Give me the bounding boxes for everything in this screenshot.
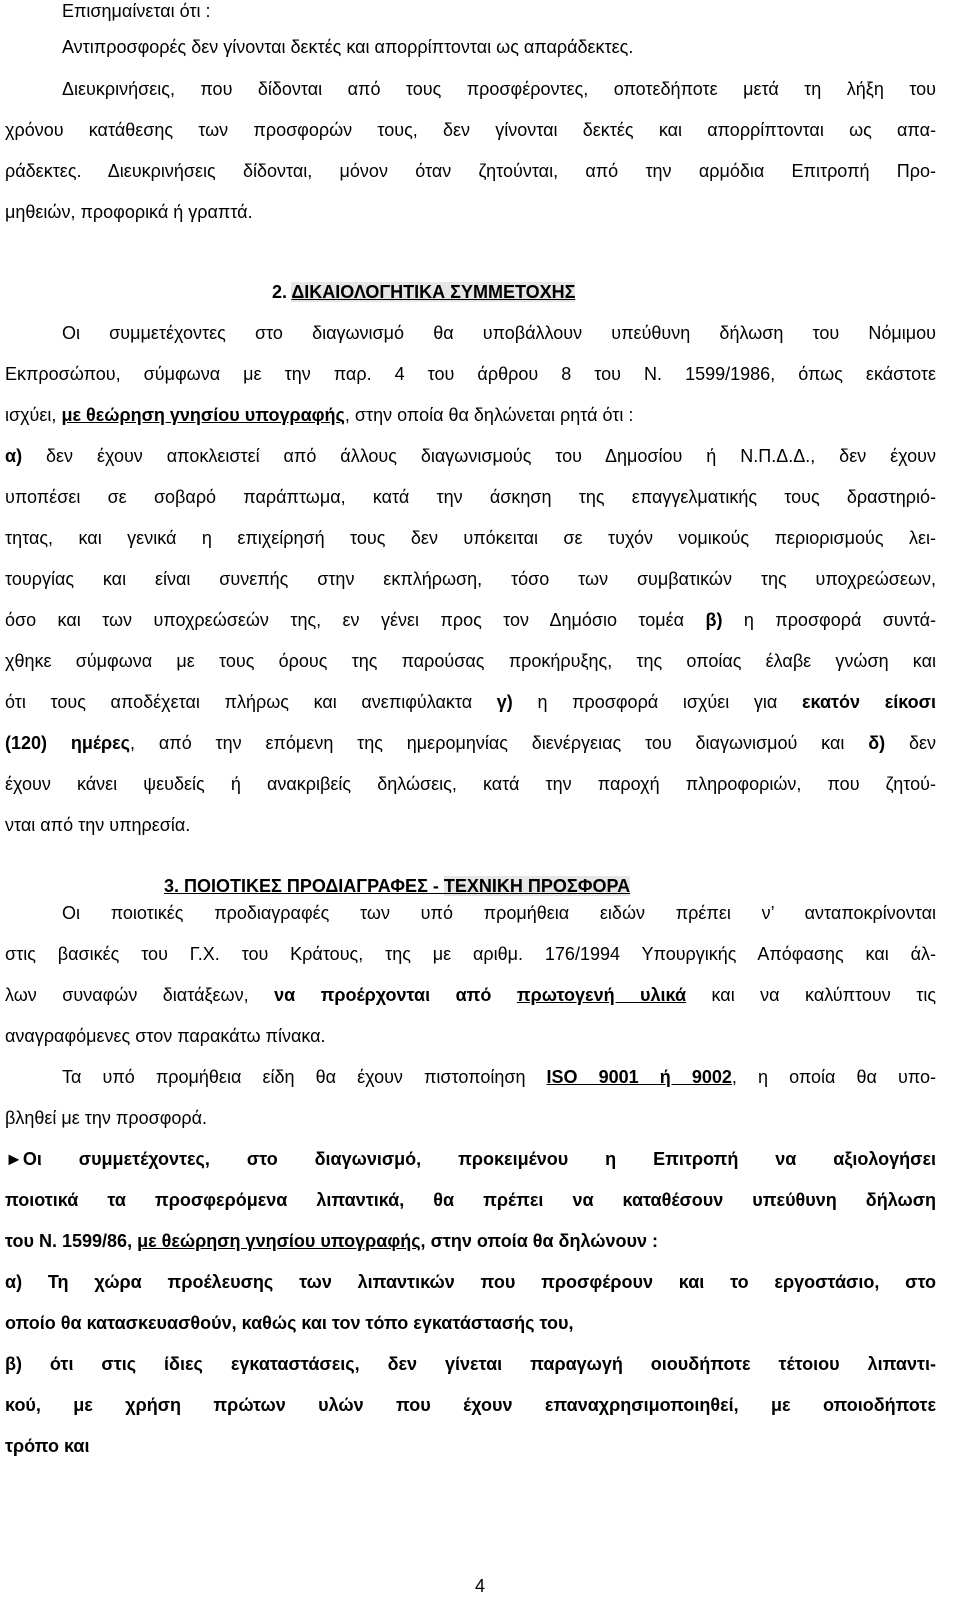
section-2-line-12 <box>0 769 960 799</box>
text-run: , η οποία θα υπο- <box>731 1067 937 1087</box>
text-run: λων συναφών διατάξεων, <box>5 985 275 1005</box>
intro-line-6 <box>0 197 960 227</box>
paragraph-text: χθηκε σύμφωνα με τους όρους της παρούσας προκήρυξης, της οποίας έλαβε γνώση και <box>5 651 936 671</box>
intro-line-4 <box>0 115 960 145</box>
paragraph-text: μηθειών, προφορικά ή γραπτά. <box>5 202 253 222</box>
paragraph-text: ►Οι συμμετέχοντες, στο διαγωνισμό, προκειμένου η Επιτροπή να αξιολογήσει <box>5 1149 936 1169</box>
paragraph-text: αναγραφόμενες στον παρακάτω πίνακα. <box>5 1026 326 1046</box>
intro-heading: Επισημαίνεται ότι : <box>62 1 211 21</box>
paragraph-text: τητας, και γενικά η επιχείρησή τους δεν υπόκειται σε τυχόν νομικούς περιορισμούς λει- <box>5 528 936 548</box>
paragraph-text: υποπέσει σε σοβαρό παράπτωμα, κατά την άσκηση της επαγγελματικής τους δραστηριό- <box>5 487 936 507</box>
emphasis-underlined: πρωτογενή υλικά <box>516 985 687 1005</box>
paragraph-text: Αντιπροσφορές δεν γίνονται δεκτές και απορρίπτονται ως απαράδεκτες. <box>62 37 634 57</box>
section-2-line-1 <box>0 318 960 348</box>
item-marker: α) <box>5 446 23 466</box>
section-title-text: ΔΙΚΑΙΟΛΟΓΗΤΙΚΑ ΣΥΜΜΕΤΟΧΗΣ <box>291 282 576 302</box>
section-3-line-5 <box>0 1062 960 1092</box>
intro-line-5 <box>0 156 960 186</box>
intro-line-3 <box>0 74 960 104</box>
section-3-line-6 <box>0 1103 960 1133</box>
section-2-line-10 <box>0 687 960 717</box>
text-run: Τα υπό προμήθεια είδη θα έχουν πιστοποίηση <box>62 1067 547 1087</box>
text-run: και να καλύπτουν τις <box>686 985 937 1005</box>
paragraph-text <box>5 687 936 717</box>
text-run: η προσφορά συντά- <box>722 610 936 630</box>
paragraph-text <box>5 980 936 1010</box>
emphasis-underlined: ISO 9001 ή 9002 <box>546 1067 732 1087</box>
section-2-line-3 <box>0 400 960 430</box>
paragraph-text <box>5 728 936 758</box>
section-3-line-2 <box>0 939 960 969</box>
section-3-line-12 <box>0 1349 960 1379</box>
section-3-heading <box>0 871 960 901</box>
paragraph-text: βληθεί με την προσφορά. <box>5 1108 208 1128</box>
section-2-line-7 <box>0 564 960 594</box>
paragraph-text: ποιοτικά τα προσφερόμενα λιπαντικά, θα πρέπει να καταθέσουν υπεύθυνη δήλωση <box>5 1190 936 1210</box>
text-run: , από την επόμενη της ημερομηνίας διενέργειας του διαγωνισμού και <box>130 733 869 753</box>
emphasis-underlined: με θεώρηση γνησίου υπογραφής, <box>137 1231 426 1251</box>
paragraph-text: τουργίας και είναι συνεπής στην εκπλήρωση, τόσο των συμβατικών της υποχρεώσεων, <box>5 569 936 589</box>
paragraph-text: χρόνου κατάθεσης των προσφορών τους, δεν γίνονται δεκτές και απορρίπτονται ως απα- <box>5 120 936 140</box>
paragraph-text: Διευκρινήσεις, που δίδονται από τους προσφέροντες, οποτεδήποτε μετά τη λήξη του <box>62 79 936 99</box>
paragraph-text: Εκπροσώπου, σύμφωνα με την παρ. 4 του άρθρου 8 του Ν. 1599/1986, όπως εκάστοτε <box>5 364 936 384</box>
section-3-line-9 <box>0 1226 960 1256</box>
emphasis-bold: να προέρχονται από <box>274 985 517 1005</box>
section-2-line-5 <box>0 482 960 512</box>
item-marker: δ) <box>868 733 886 753</box>
intro-line-2 <box>0 32 960 62</box>
paragraph-text <box>5 1226 658 1256</box>
text-run: όσο και των υποχρεώσεών της, εν γένει προς τον Δημόσιο τομέα <box>5 610 706 630</box>
text-run: ισχύει, <box>5 405 62 425</box>
paragraph-text: β) ότι στις ίδιες εγκαταστάσεις, δεν γίνεται παραγωγή οιουδήποτε τέτοιου λιπαντι- <box>5 1354 936 1374</box>
section-3-line-14 <box>0 1431 960 1461</box>
paragraph-text <box>5 441 936 471</box>
emphasis-bold: εκατόν είκοσι <box>801 692 936 712</box>
paragraph-text: έχουν κάνει ψευδείς ή ανακριβείς δηλώσεις, κατά την παροχή πληροφοριών, που ζητού- <box>5 774 936 794</box>
section-3-line-4 <box>0 1021 960 1051</box>
text-run: η προσφορά ισχύει για <box>512 692 802 712</box>
section-2-line-9 <box>0 646 960 676</box>
section-3-line-8 <box>0 1185 960 1215</box>
section-3-line-1 <box>0 898 960 928</box>
section-2-line-6 <box>0 523 960 553</box>
paragraph-text: νται από την υπηρεσία. <box>5 815 191 835</box>
section-2-line-13 <box>0 810 960 840</box>
section-2-line-2 <box>0 359 960 389</box>
paragraph-text: α) Τη χώρα προέλευσης των λιπαντικών που προσφέρουν και το εργοστάσιο, στο <box>5 1272 936 1292</box>
section-3-title <box>164 871 630 901</box>
paragraph-text: Οι ποιοτικές προδιαγραφές των υπό προμήθεια ειδών πρέπει ν’ ανταποκρίνονται <box>62 903 936 923</box>
paragraph-text: τρόπο και <box>5 1436 90 1456</box>
section-3-line-7 <box>0 1144 960 1174</box>
text-run: δεν <box>885 733 936 753</box>
section-title-highlight: ΤΕΧΝΙΚΗ ΠΡΟΣΦΟΡΑ <box>443 876 631 896</box>
emphasis-bold: (120) ημέρες <box>5 733 131 753</box>
emphasis-underlined: με θεώρηση γνησίου υπογραφής <box>61 405 345 425</box>
paragraph-text: κού, με χρήση πρώτων υλών που έχουν επαναχρησιμοποιηθεί, με οποιοδήποτε <box>5 1395 936 1415</box>
paragraph-text: Οι συμμετέχοντες στο διαγωνισμό θα υποβάλλουν υπεύθυνη δήλωση του Νόμιμου <box>62 323 936 343</box>
item-marker: β) <box>705 610 723 630</box>
page-number: 4 <box>474 1576 485 1596</box>
text-run: στην οποία θα δηλώνουν : <box>425 1231 658 1251</box>
paragraph-text <box>5 400 633 430</box>
section-3-line-3 <box>0 980 960 1010</box>
section-3-line-10 <box>0 1267 960 1297</box>
section-2-title <box>272 277 575 307</box>
section-2-line-4 <box>0 441 960 471</box>
paragraph-text: ράδεκτες. Διευκρινήσεις δίδονται, μόνον όταν ζητούνται, από την αρμόδια Επιτροπή Προ- <box>5 161 936 181</box>
paragraph-text <box>62 1062 936 1092</box>
text-run: του Ν. 1599/86, <box>5 1231 138 1251</box>
text-run: ότι τους αποδέχεται πλήρως και ανεπιφύλακτα <box>5 692 497 712</box>
paragraph-text: στις βασικές του Γ.Χ. του Κράτους, της με αριθμ. 176/1994 Υπουργικής Απόφασης και άλ- <box>5 944 936 964</box>
text-run: δεν έχουν αποκλειστεί από άλλους διαγωνισμούς του Δημοσίου ή Ν.Π.Δ.Δ., δεν έχουν <box>22 446 936 466</box>
section-number: 2. <box>272 282 288 302</box>
item-marker: γ) <box>496 692 513 712</box>
paragraph-text: οποίο θα κατασκευασθούν, καθώς και τον τόπο εγκατάστασής του, <box>5 1313 574 1333</box>
intro-line-1 <box>0 0 960 26</box>
section-2-heading <box>0 277 960 307</box>
text-run: , στην οποία θα δηλώνεται ρητά ότι : <box>344 405 634 425</box>
section-2-line-11 <box>0 728 960 758</box>
paragraph-text <box>5 605 936 635</box>
text-run: 3. ΠΟΙΟΤΙΚΕΣ ΠΡΟΔΙΑΓΡΑΦΕΣ - <box>164 876 444 896</box>
section-3-line-13 <box>0 1390 960 1420</box>
section-2-line-8 <box>0 605 960 635</box>
section-3-line-11 <box>0 1308 960 1338</box>
